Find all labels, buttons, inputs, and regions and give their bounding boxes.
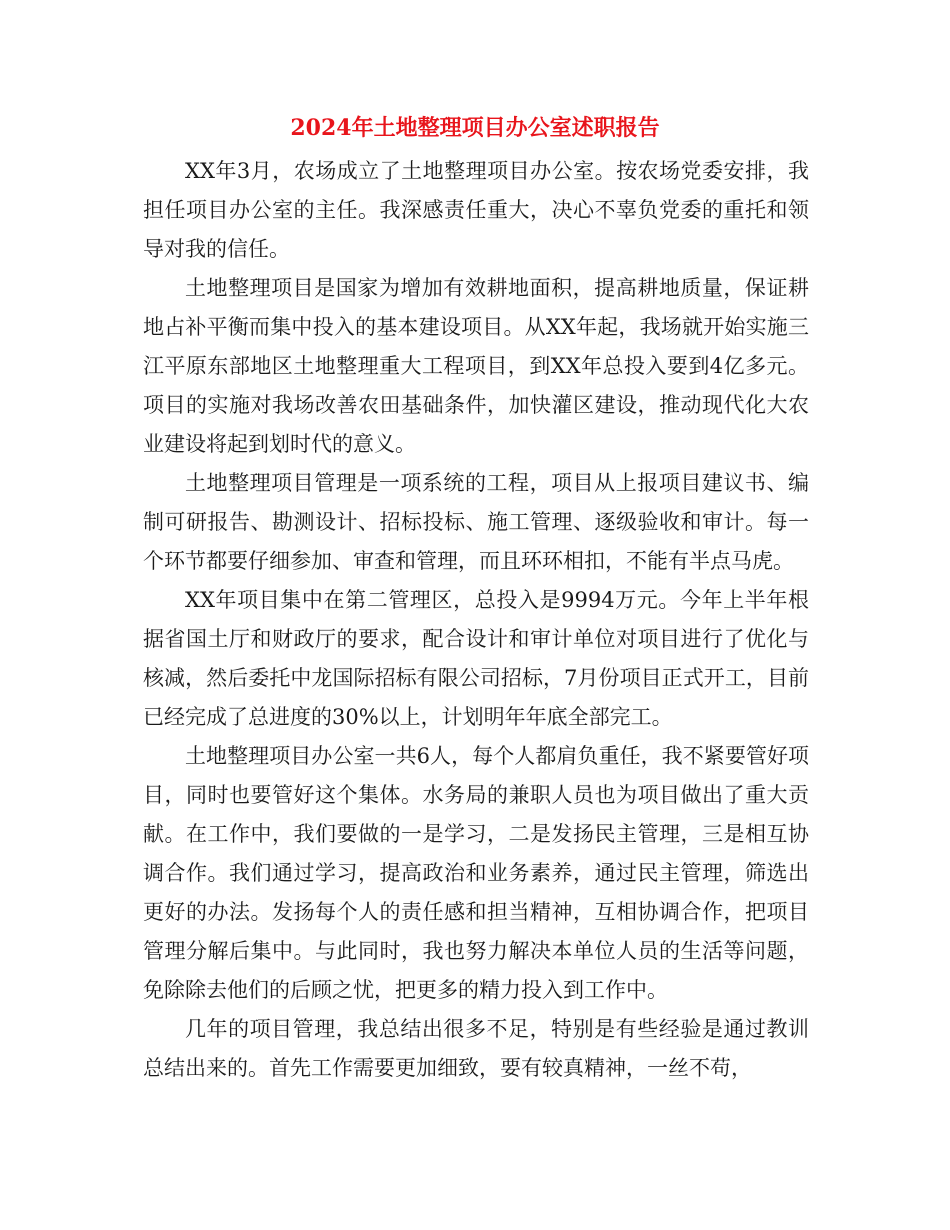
- document-title: 2024年土地整理项目办公室述职报告: [290, 115, 660, 141]
- paragraph: 土地整理项目办公室一共6人，每个人都肩负重任，我不紧要管好项目，同时也要管好这个集体。水务局的兼职人员也为项目做出了重大贡献。在工作中，我们要做的一是学习，二是发扬民主管理，三是相互协调合作。我们通过学习，提高政治和业务素养，通过民主管理，筛选出更好的办法。发扬每个人的责任感和担当精神，互相协调合作，把项目管理分解后集中。与此同时，我也努力解决本单位人员的生活等问题，免除除去他们的后顾之忧，把更多的精力投入到工作中。: [143, 744, 809, 1002]
- paragraph: 土地整理项目管理是一项系统的工程，项目从上报项目建议书、编制可研报告、勘测设计、招标投标、施工管理、逐级验收和审计。每一个环节都要仔细参加、审查和管理，而且环环相扣，不能有半点马虎。: [143, 471, 809, 573]
- paragraph: 几年的项目管理，我总结出很多不足，特别是有些经验是通过教训总结出来的。首先工作需要更加细致，要有较真精神，一丝不苟，: [143, 1017, 809, 1080]
- paragraph: XX年3月，农场成立了土地整理项目办公室。按农场党委安排，我担任项目办公室的主任。我深感责任重大，决心不辜负党委的重托和领导对我的信任。: [143, 159, 809, 261]
- paragraph: XX年项目集中在第二管理区，总投入是9994万元。今年上半年根据省国土厅和财政厅的要求，配合设计和审计单位对项目进行了优化与核减，然后委托中龙国际招标有限公司招标，7月份项目正式开工，目前已经完成了总进度的30%以上，计划明年年底全部完工。: [143, 588, 809, 729]
- document-body: [143, 152, 809, 1088]
- paragraph: 土地整理项目是国家为增加有效耕地面积，提高耕地质量，保证耕地占补平衡而集中投入的基本建设项目。从XX年起，我场就开始实施三江平原东部地区土地整理重大工程项目，到XX年总投入要到4亿多元。项目的实施对我场改善农田基础条件，加快灌区建设，推动现代化大农业建设将起到划时代的意义。: [143, 276, 809, 456]
